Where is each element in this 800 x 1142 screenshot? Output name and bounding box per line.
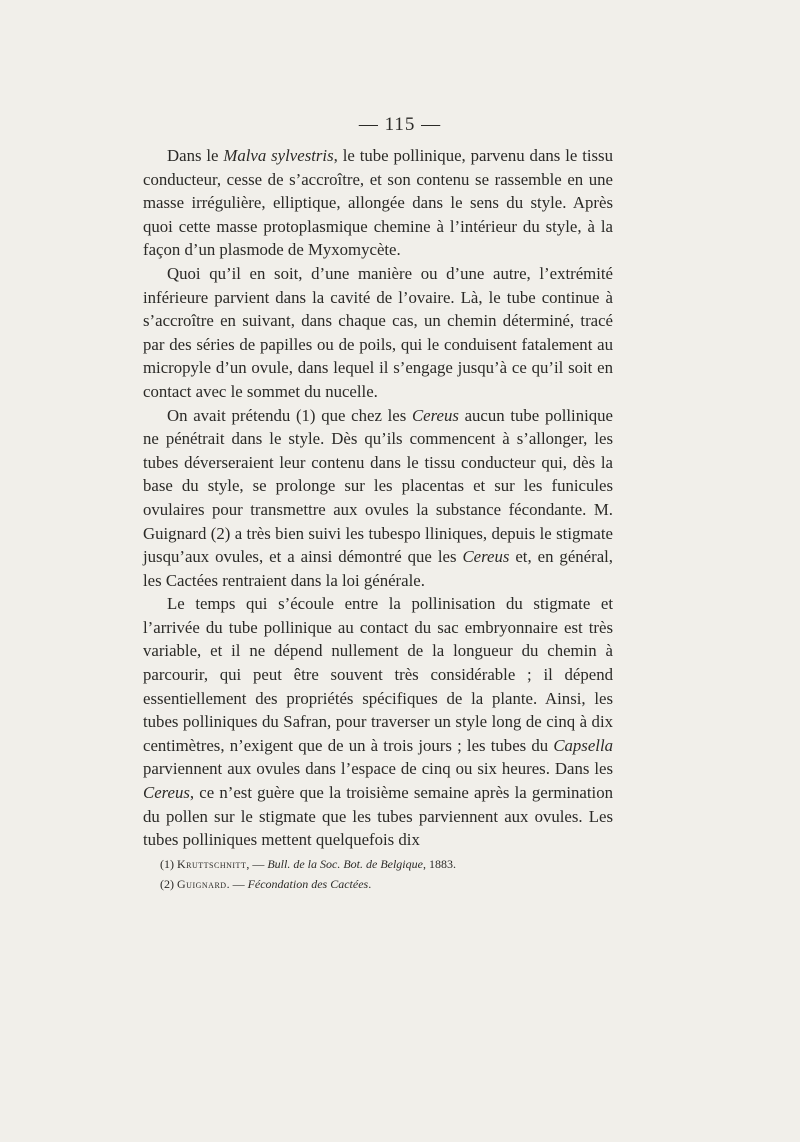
footnote [160, 854, 600, 874]
paragraph [143, 262, 613, 404]
text-run: , le tube pollinique, parvenu dans le tissu conducteur, cesse de s’accroître, et son contenu se rassemble en une masse irrégulière, elliptique, allongée dans le sens du style. Après quoi cette masse protoplasmique chemine à l’intérieur du style, à la façon d’un plasmode de Myxomycète. [143, 146, 613, 260]
text-run: Le temps qui s’écoule entre la pollinisation du stigmate et l’arrivée du tube pollinique au contact du sac embryonnaire est très variable, et il ne dépend nullement de la longueur du chemin à parcourir, qui peut être souvent très considérable ; il dépend essentiellement des propriétés spécifiques de la plante. Ainsi, les tubes polliniques du Safran, pour traverser un style long de cinq à dix centimètres, n’exigent que de un à trois jours ; les tubes du [143, 594, 613, 755]
footnote [160, 874, 600, 894]
footnote-author: Guignard [177, 877, 227, 891]
text-run: parviennent aux ovules dans l’espace de cinq ou six heures. Dans les [143, 759, 613, 779]
footnote-separator: . — [226, 877, 248, 891]
paragraph [143, 592, 613, 852]
italic-term: Capsella [553, 735, 613, 755]
footnote-marker: (1) [160, 857, 174, 871]
footnote-separator: , — [246, 857, 268, 871]
footnote-title: Bull. de la Soc. Bot. de Belgique [267, 857, 423, 871]
text-run: Dans le [167, 146, 224, 165]
italic-term: Cereus [411, 405, 459, 425]
italic-term: Malva sylvestris [223, 146, 334, 165]
text-run: , ce n’est guère que la troisième semaine après la germination du pollen sur le stigmate que les tubes parviennent aux ovules. Les tubes polliniques mettent quelquefois dix [143, 783, 613, 850]
page-number: — 115 — [358, 114, 442, 135]
footnotes [160, 854, 600, 894]
body-text [143, 144, 613, 852]
paragraph [143, 404, 613, 593]
text-run: aucun tube pollinique ne pénétrait dans le style. Dès qu’ils commencent à s’allonger, les tubes déverseraient leur contenu dans le tissu conducteur qui, dès la base du style, se prolonge sur les placentas et sur les funicules ovulaires pour transmettre aux ovules la substance fécondante. M. Guignard (2) a très bien suivi les tubespo lliniques, depuis le stigmate jusqu’aux ovules, et a ainsi démontré que les [143, 405, 614, 567]
footnote-author: Kruttschnitt [177, 857, 247, 871]
footnote-tail: , 1883. [422, 857, 456, 871]
footnote-tail: . [368, 877, 372, 891]
text-run: et, en général, les Cactées rentraient dans la loi générale. [143, 547, 614, 590]
footnote-title: Fécondation des Cactées [247, 877, 369, 891]
paragraph [143, 144, 613, 262]
italic-term: Cereus [143, 783, 190, 803]
text-run: On avait prétendu (1) que chez les [167, 405, 412, 425]
text-run: Quoi qu’il en soit, d’une manière ou d’une autre, l’extrémité inférieure parvient dans la cavité de l’ovaire. Là, le tube continue à s’accroître en suivant, dans chaque cas, un chemin déterminé, tracé par des séries de papilles ou de poils, qui le conduisent fatalement au micropyle d’un ovule, dans lequel il s’engage jusqu’à ce qu’il soit en contact avec le sommet du nucelle. [143, 263, 613, 401]
italic-term: Cereus [462, 547, 510, 567]
footnote-marker: (2) [160, 877, 174, 891]
